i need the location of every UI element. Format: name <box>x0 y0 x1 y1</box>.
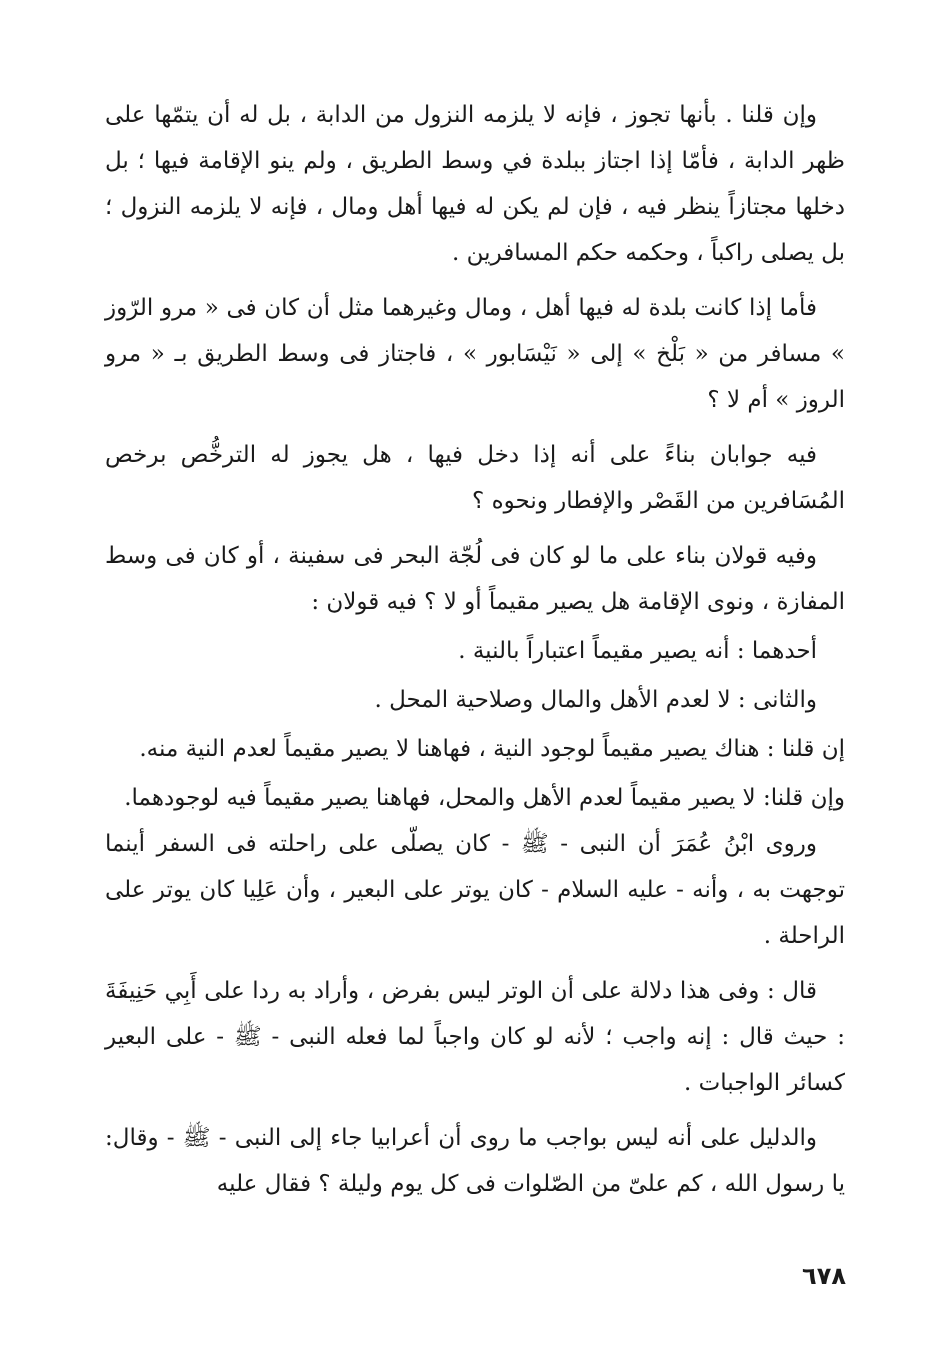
paragraph-9: وروى ابْنُ عُمَرَ أن النبى - ﷺ - كان يصلّى على راحلته فى السفر أينما توجهت به ، وأنه - عليه السلام - كان يوتر على البعير ، وأن عَلِيا كان يوتر على الراحلة . <box>105 831 845 949</box>
paragraph-4: وفيه قولان بناء على ما لو كان فى لُجّة البحر فى سفينة ، أو كان فى وسط المفازة ، ونوى الإقامة هل يصير مقيماً أو لا ؟ فيه قولان : <box>105 543 845 615</box>
paragraph-7: إن قلنا : هناك يصير مقيماً لوجود النية ، فهاهنا لا يصير مقيماً لعدم النية منه. <box>139 736 845 762</box>
paragraph-1: وإن قلنا . بأنها تجوز ، فإنه لا يلزمه النزول من الدابة ، بل له أن يتمّها على ظهر الدابة ، فأمّا إذا اجتاز ببلدة في وسط الطريق ، ولم ينو الإقامة فيها ؛ بل دخلها مجتازاً ينظر فيه ، فإن لم يكن له فيها أهل ومال ، فإنه لا يلزمه النزول ؛ بل يصلى راكباً ، وحكمه حكم المسافرين . <box>105 102 845 266</box>
paragraph-5: أحدهما : أنه يصير مقيماً اعتباراً بالنية . <box>458 638 817 664</box>
paragraph-11: والدليل على أنه ليس بواجب ما روى أن أعرابيا جاء إلى النبى - ﷺ - وقال: يا رسول الله ، كم علىّ من الصّلوات فى كل يوم وليلة ؟ فقال عليه <box>105 1125 845 1197</box>
page-number: ٦٧٨ <box>802 1262 846 1290</box>
page-body-text <box>105 92 845 1207</box>
paragraph-2: فأما إذا كانت بلدة له فيها أهل ، ومال وغيرهما مثل أن كان فى « مرو الرّوز » مسافر من « بَلْخ » إلى « نَيْسَابور » ، فاجتاز فى وسط الطريق بـ « مرو الروز » أم لا ؟ <box>105 295 845 413</box>
paragraph-10: قال : وفى هذا دلالة على أن الوتر ليس بفرض ، وأراد به ردا على أَبِي حَنِيفَةَ : حيث قال : إنه واجب ؛ لأنه لو كان واجباً لما فعله النبى - ﷺ - على البعير كسائر الواجبات . <box>105 978 845 1096</box>
paragraph-6: والثانى : لا لعدم الأهل والمال وصلاحية المحل . <box>374 687 817 713</box>
paragraph-3: فيه جوابان بناءً على أنه إذا دخل فيها ، هل يجوز له الترخُّص برخص المُسَافرين من القَصْر والإفطار ونحوه ؟ <box>105 442 845 514</box>
paragraph-8: وإن قلنا: لا يصير مقيماً لعدم الأهل والمحل، فهاهنا يصير مقيماً فيه لوجودهما. <box>124 785 845 811</box>
